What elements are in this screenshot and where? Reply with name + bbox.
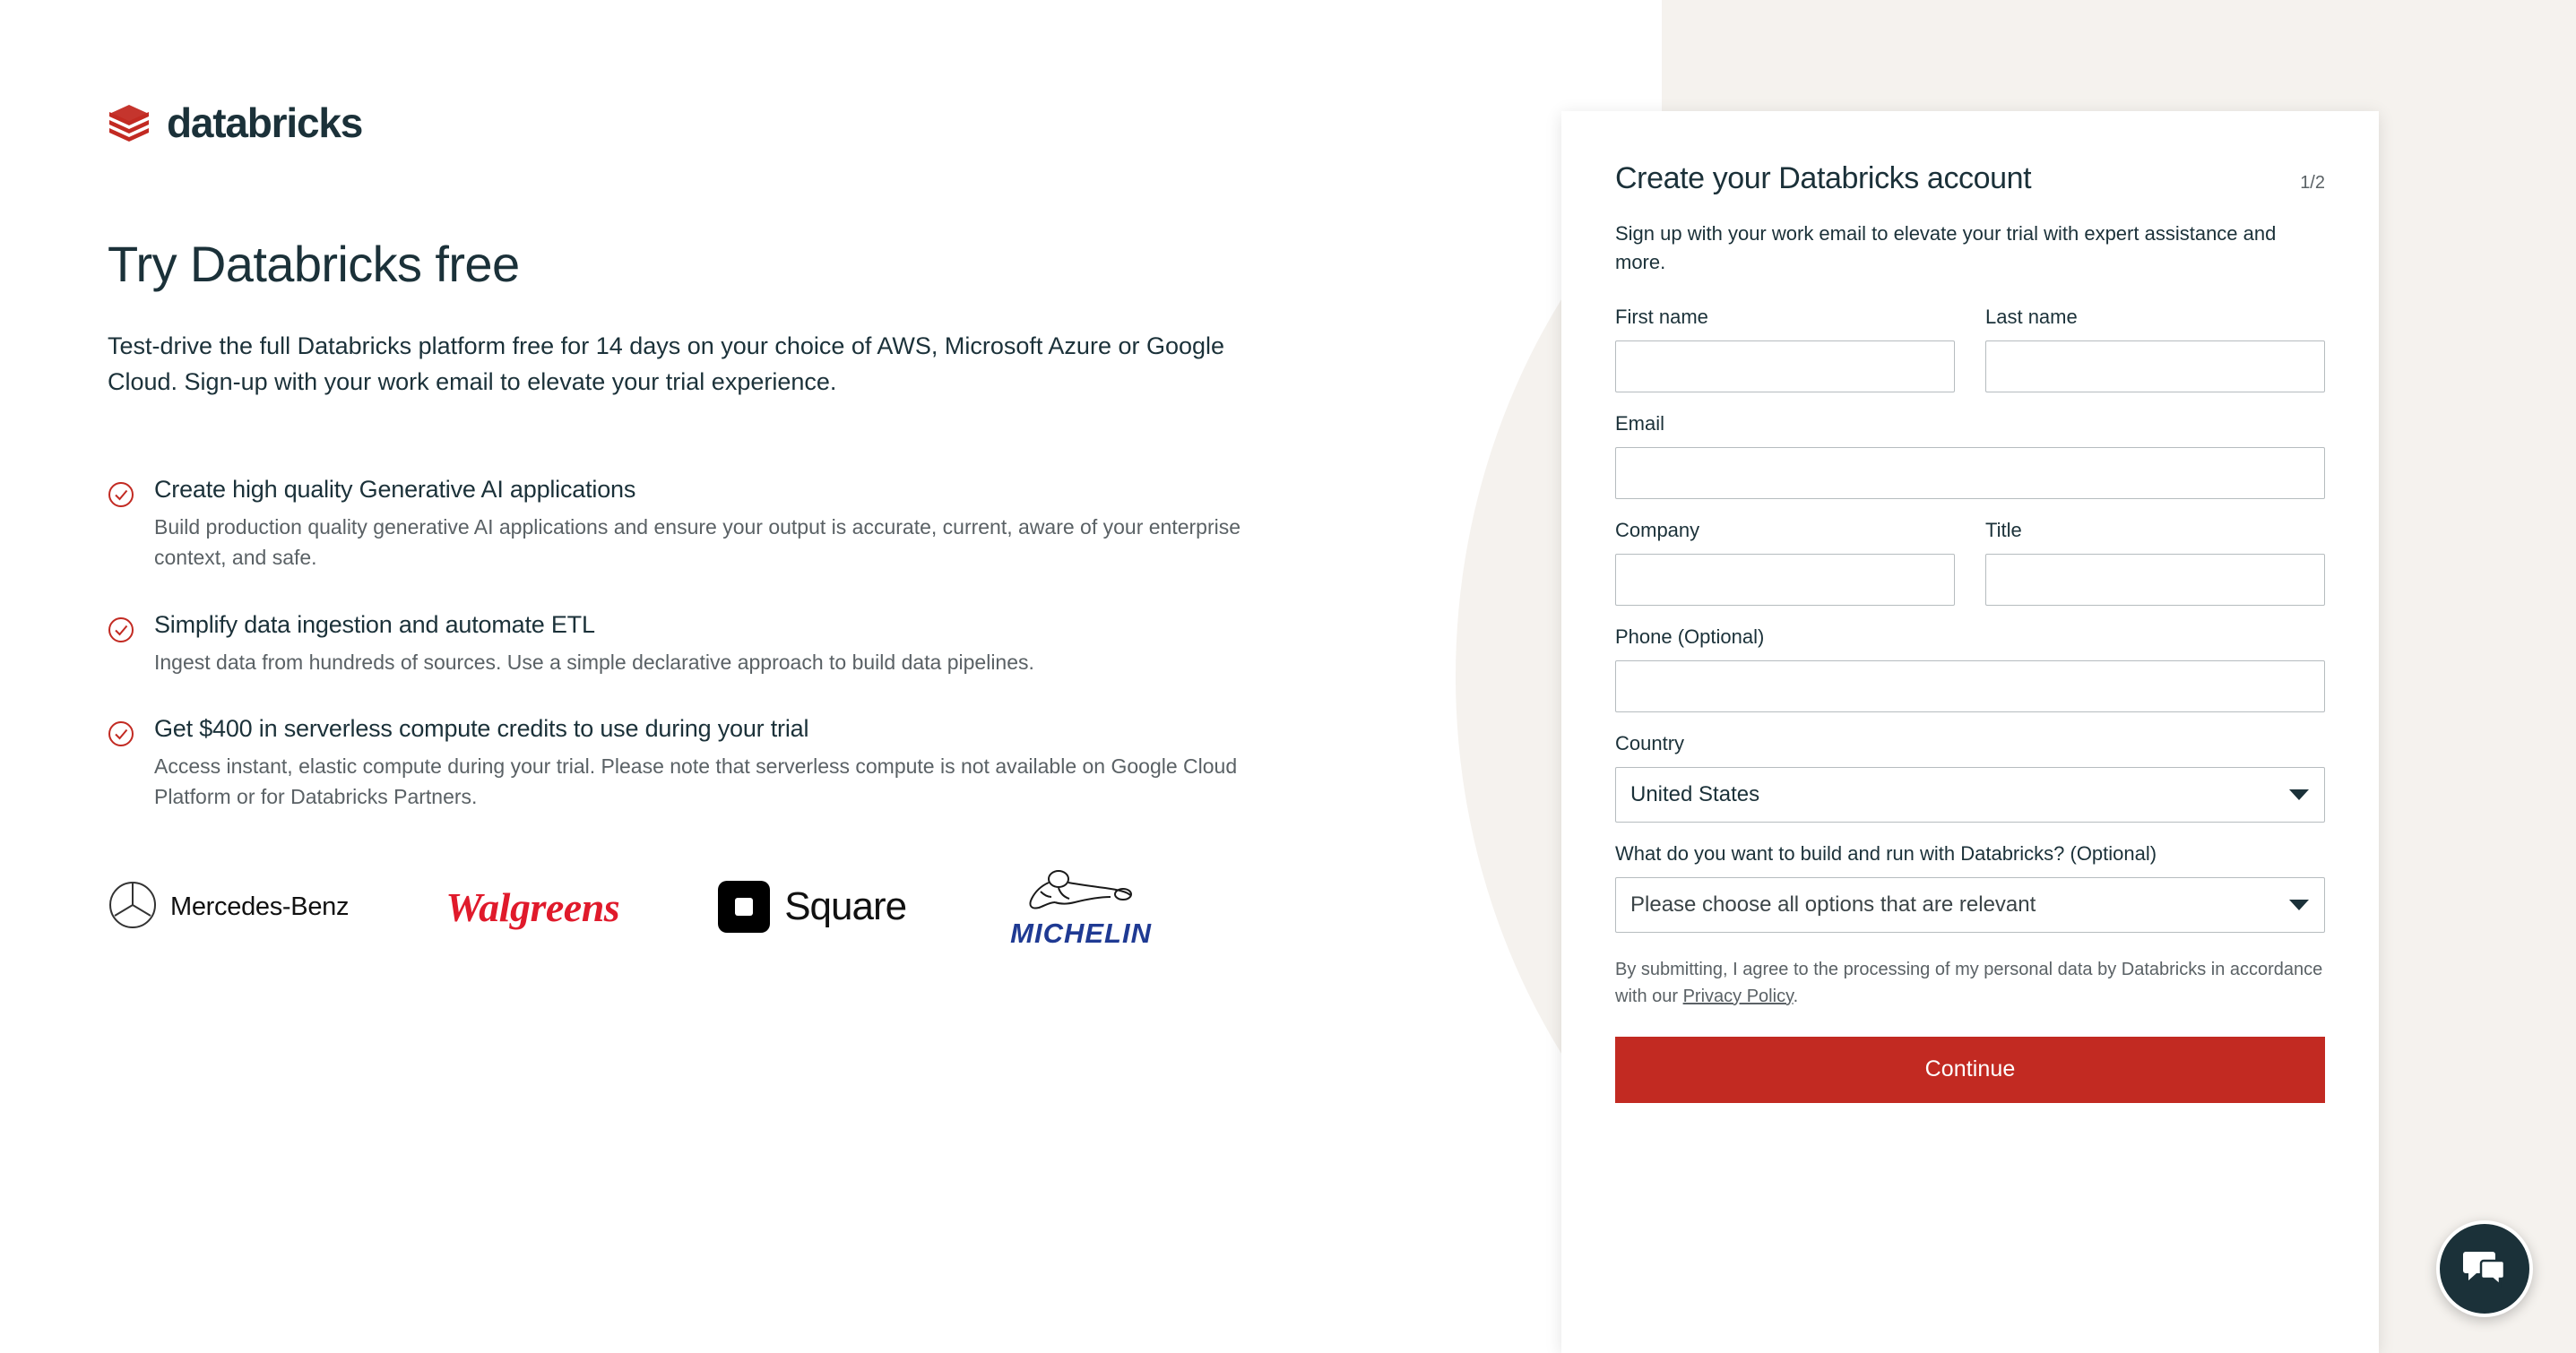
name-row bbox=[1615, 306, 2325, 412]
logo-michelin bbox=[1005, 865, 1157, 950]
country-label: Country bbox=[1615, 731, 1685, 754]
privacy-policy-link[interactable]: Privacy Policy bbox=[1682, 986, 1794, 1006]
phone-field-group bbox=[1615, 625, 2325, 712]
square-mark-icon bbox=[718, 881, 770, 933]
page-subtitle: Test-drive the full Databricks platform free for 14 days on your choice of AWS, Microsoft Azure or Google Cloud. Sign-up with your work email to elevate your trial experience. bbox=[108, 332, 1225, 395]
consent-suffix: . bbox=[1793, 986, 1799, 1006]
benefit-description: Build production quality generative AI applications and ensure your output is accurate, current, aware of your enterprise context, and safe. bbox=[154, 514, 1241, 569]
phone-label: Phone (Optional) bbox=[1615, 625, 1765, 648]
benefit-description: Access instant, elastic compute during your trial. Please note that serverless compute is not available on Google Cloud Platform or for Databricks Partners. bbox=[154, 754, 1238, 809]
logo-walgreens bbox=[445, 883, 619, 931]
consent-prefix: By submitting, I agree to the processing of my personal data by Databricks in accordance with our bbox=[1615, 959, 2323, 1006]
list-item bbox=[108, 476, 1380, 573]
signup-card bbox=[1561, 111, 2379, 1353]
logo-square bbox=[718, 881, 906, 933]
company-input[interactable] bbox=[1615, 554, 1955, 606]
logo-label: Square bbox=[784, 884, 907, 929]
last-name-input[interactable] bbox=[1985, 340, 2325, 392]
mercedes-star-icon bbox=[108, 880, 158, 935]
first-name-label: First name bbox=[1615, 305, 1708, 328]
benefit-title: Create high quality Generative AI applications bbox=[154, 475, 636, 503]
title-field-group bbox=[1985, 519, 2325, 606]
email-input[interactable] bbox=[1615, 447, 2325, 499]
chevron-down-icon bbox=[2289, 789, 2309, 800]
card-title: Create your Databricks account bbox=[1615, 161, 2032, 195]
build-run-field-group bbox=[1615, 842, 2325, 933]
list-item bbox=[108, 715, 1380, 813]
continue-button[interactable]: Continue bbox=[1615, 1037, 2325, 1103]
first-name-field-group bbox=[1615, 306, 1955, 392]
check-circle-icon bbox=[108, 616, 134, 678]
logo-label: Walgreens bbox=[445, 883, 620, 930]
build-run-select-value: Please choose all options that are relevant bbox=[1615, 877, 2325, 933]
logo-label: Mercedes-Benz bbox=[170, 892, 350, 921]
databricks-logo[interactable] bbox=[108, 99, 1380, 147]
email-field-group bbox=[1615, 412, 2325, 499]
consent-text bbox=[1615, 956, 2325, 1010]
chevron-down-icon bbox=[2289, 900, 2309, 910]
michelin-man-icon bbox=[1005, 865, 1157, 923]
logo-label: MICHELIN bbox=[1010, 917, 1152, 949]
title-input[interactable] bbox=[1985, 554, 2325, 606]
company-row bbox=[1615, 519, 2325, 625]
company-label: Company bbox=[1615, 518, 1700, 541]
list-item bbox=[108, 611, 1380, 678]
benefit-title: Get $400 in serverless compute credits to use during your trial bbox=[154, 715, 809, 743]
chat-bubble-icon bbox=[2460, 1243, 2509, 1296]
logo-mercedes-benz bbox=[108, 880, 349, 935]
email-label: Email bbox=[1615, 411, 1665, 435]
card-header bbox=[1615, 161, 2325, 196]
benefits-list bbox=[108, 476, 1380, 813]
chat-button[interactable] bbox=[2436, 1220, 2533, 1317]
last-name-label: Last name bbox=[1985, 305, 2078, 328]
build-run-label: What do you want to build and run with Databricks? (Optional) bbox=[1615, 841, 2157, 865]
last-name-field-group bbox=[1985, 306, 2325, 392]
signup-form bbox=[1615, 306, 2325, 1103]
databricks-wordmark: databricks bbox=[167, 99, 363, 146]
databricks-logo-icon bbox=[108, 101, 151, 144]
benefit-description: Ingest data from hundreds of sources. Use a simple declarative approach to build data pipelines. bbox=[154, 650, 1034, 674]
customer-logo-strip bbox=[108, 865, 1380, 950]
title-label: Title bbox=[1985, 518, 2022, 541]
country-select[interactable] bbox=[1615, 767, 2325, 823]
step-indicator: 1/2 bbox=[2300, 173, 2325, 193]
check-circle-icon bbox=[108, 481, 134, 573]
company-field-group bbox=[1615, 519, 1955, 606]
marketing-column bbox=[108, 0, 1380, 950]
card-subtitle: Sign up with your work email to elevate your trial with expert assistance and more. bbox=[1615, 222, 2277, 273]
country-field-group bbox=[1615, 732, 2325, 823]
page-title: Try Databricks free bbox=[108, 236, 520, 292]
check-circle-icon bbox=[108, 720, 134, 813]
build-run-select[interactable] bbox=[1615, 877, 2325, 933]
phone-input[interactable] bbox=[1615, 660, 2325, 712]
benefit-title: Simplify data ingestion and automate ETL bbox=[154, 610, 595, 638]
country-select-value: United States bbox=[1615, 767, 2325, 823]
first-name-input[interactable] bbox=[1615, 340, 1955, 392]
